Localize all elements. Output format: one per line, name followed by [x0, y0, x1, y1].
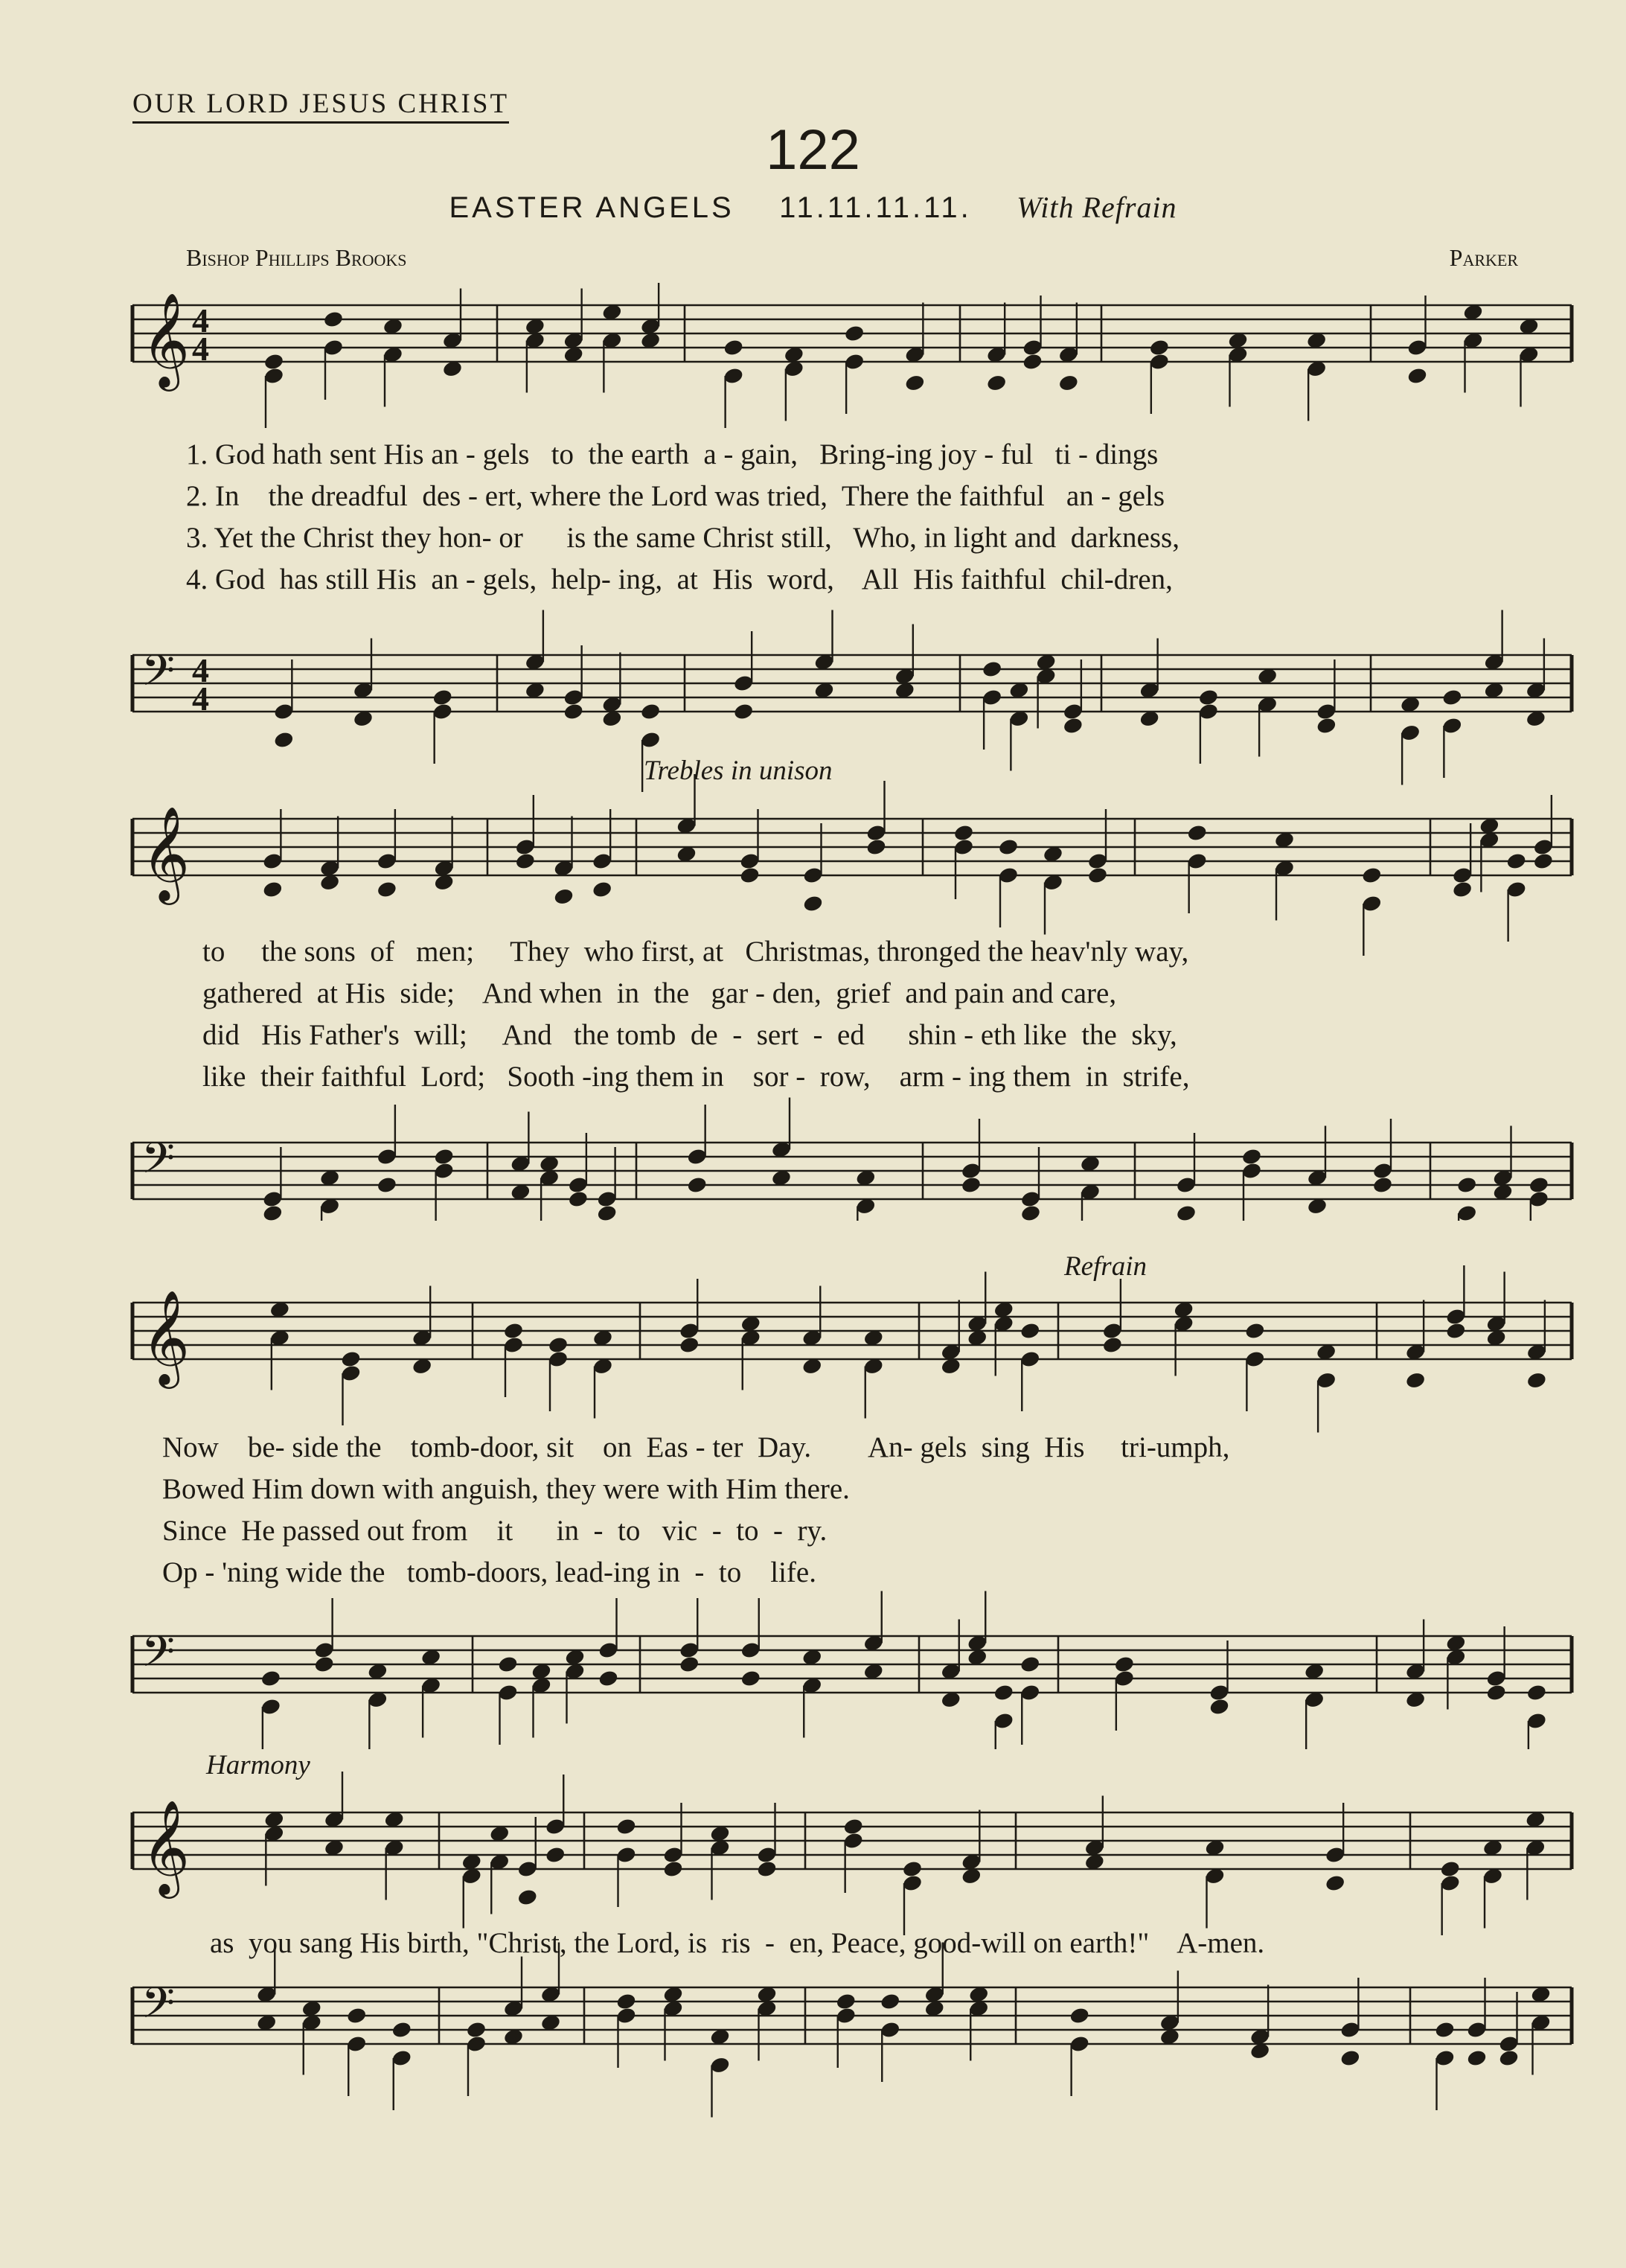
bass-clef: 𝄢 — [141, 1626, 176, 1687]
note-head — [262, 880, 284, 898]
note-head — [1316, 716, 1337, 735]
note-head — [548, 1335, 569, 1354]
note-head — [516, 1888, 538, 1906]
note-head — [723, 338, 744, 357]
note-head — [993, 1683, 1014, 1702]
note-head — [1485, 1683, 1507, 1702]
note-head — [553, 887, 574, 906]
note-head — [432, 688, 453, 706]
note-head — [982, 659, 1003, 678]
note-head — [740, 1669, 761, 1687]
treble-clef: 𝄞 — [141, 1799, 191, 1894]
note-head — [1339, 2048, 1361, 2067]
note-head — [1069, 2006, 1090, 2025]
note-head — [865, 837, 887, 856]
note-head — [262, 1204, 284, 1221]
note-head — [802, 894, 824, 913]
note-head — [835, 1992, 857, 2010]
lyric-line: Op - 'ning wide the tomb-doors, lead-ing in - to life. — [162, 1556, 816, 1588]
lyric-line: as you sang His birth, "Christ, the Lord, is ris - en, Peace, good-will on earth!" A-men. — [210, 1927, 1265, 1959]
note-head — [263, 352, 285, 371]
note-head — [1113, 1655, 1135, 1673]
note-head — [1361, 866, 1383, 884]
note-head — [1526, 1371, 1548, 1390]
note-head — [733, 702, 755, 721]
note-head — [679, 1655, 700, 1673]
lyric-line: Now be- side the tomb-door, sit on Eas - ter Day. An- gels sing His tri-umph, — [162, 1431, 1230, 1463]
bass-clef: 𝄢 — [141, 1133, 176, 1194]
lyric-line: like their faithful Lord; Sooth -ing them in sor - row, arm - ing them in strife, — [202, 1061, 1190, 1093]
lyric-line: Since He passed out from it in - to vic - to - ry. — [162, 1515, 828, 1547]
note-head — [340, 1349, 362, 1368]
staff-system-4 — [0, 1772, 1626, 2218]
note-head — [377, 1175, 398, 1194]
time-signature: 4 — [192, 301, 209, 339]
refrain-label: Refrain — [1064, 1251, 1147, 1282]
note-head — [1244, 1321, 1266, 1340]
note-head — [986, 374, 1008, 392]
lyric-line: gathered at His side; And when in the gar - den, grief and pain and care, — [202, 977, 1117, 1009]
note-head — [679, 1335, 700, 1354]
bass-clef: 𝄢 — [141, 645, 176, 706]
note-head — [880, 1992, 901, 2010]
note-head — [377, 880, 398, 898]
note-head — [686, 1175, 708, 1194]
note-head — [1452, 880, 1473, 898]
refrain-note: With Refrain — [1017, 191, 1177, 224]
note-head — [1456, 1175, 1478, 1194]
note-head — [756, 1859, 778, 1878]
note-head — [1020, 1321, 1041, 1340]
note-head — [503, 1321, 525, 1340]
note-head — [1209, 1697, 1230, 1716]
note-head — [1102, 1335, 1124, 1354]
note-head — [1087, 866, 1109, 884]
note-head — [1372, 1175, 1394, 1194]
note-head — [615, 1992, 637, 2010]
time-signature: 4 — [192, 680, 209, 718]
note-head — [1434, 2020, 1456, 2039]
harmony-label: Harmony — [206, 1750, 310, 1780]
note-head — [545, 1845, 566, 1864]
note-head — [1241, 1147, 1263, 1166]
note-head — [433, 1147, 455, 1166]
note-head — [273, 730, 295, 749]
meter: 11.11.11.11. — [779, 191, 972, 224]
note-head — [260, 1669, 282, 1687]
note-head — [568, 1189, 589, 1208]
note-head — [1505, 852, 1527, 870]
note-head — [844, 324, 865, 342]
note-head — [1466, 2048, 1488, 2067]
section-title: OUR LORD JESUS CHRIST — [132, 88, 509, 124]
time-signature: 4 — [192, 330, 209, 368]
note-head — [1498, 2048, 1520, 2067]
note-head — [1439, 1859, 1461, 1878]
note-head — [739, 866, 761, 884]
lyric-line: 1. God hath sent His an - gels to the earth a - gain, Bring-ing joy - ful ti - dings — [186, 438, 1159, 470]
lyric-line: to the sons of men; They who first, at Christmas, thronged the heav'nly way, — [202, 936, 1189, 968]
tune-name: EASTER ANGELS — [449, 191, 734, 224]
note-head — [1022, 352, 1043, 371]
note-head — [466, 2020, 487, 2039]
note-head — [1406, 366, 1428, 385]
lyric-line: 3. Yet the Christ they hon- or is the same Christ still, Who, in light and darkness, — [186, 522, 1180, 554]
treble-clef: 𝄞 — [141, 1289, 191, 1384]
note-head — [1057, 374, 1079, 392]
note-head — [1526, 1683, 1548, 1702]
note-head — [1186, 823, 1208, 842]
note-head — [1020, 1655, 1041, 1673]
note-head — [1533, 852, 1555, 870]
note-head — [1325, 1874, 1346, 1892]
note-head — [953, 823, 975, 842]
note-head — [1020, 1204, 1042, 1221]
note-head — [1063, 716, 1084, 735]
note-head — [346, 2006, 368, 2025]
time-signature: 4 — [192, 651, 209, 689]
lyric-line: 4. God has still His an - gels, help- ing, at His word, All His faithful chil-dren, — [186, 563, 1173, 595]
tune-line — [0, 190, 1626, 225]
note-head — [592, 880, 613, 898]
hymn-number: 122 — [766, 118, 860, 182]
note-head — [904, 374, 926, 392]
note-head — [1441, 688, 1463, 706]
treble-clef: 𝄞 — [141, 292, 191, 387]
composer: Parker — [1449, 244, 1518, 271]
note-head — [1176, 1204, 1197, 1221]
note-head — [902, 1859, 924, 1878]
note-head — [662, 1859, 684, 1878]
note-head — [842, 1817, 864, 1836]
note-head — [313, 1655, 335, 1673]
lyric-line: Bowed Him down with anguish, they were with Him there. — [162, 1473, 850, 1505]
staff-system-3 — [0, 1265, 1626, 1749]
note-head — [1198, 688, 1220, 706]
note-head — [961, 1175, 982, 1194]
lyric-line: did His Father's will; And the tomb de - sert - ed shin - eth like the sky, — [202, 1019, 1177, 1051]
note-head — [1445, 1321, 1467, 1340]
treble-clef: 𝄞 — [141, 805, 191, 901]
note-head — [391, 2020, 412, 2039]
note-head — [596, 1204, 618, 1221]
note-head — [1148, 338, 1170, 357]
note-head — [615, 1817, 637, 1836]
note-head — [323, 310, 345, 328]
bass-clef: 𝄢 — [141, 1978, 176, 2039]
note-head — [640, 702, 662, 721]
note-head — [998, 837, 1020, 856]
note-head — [514, 852, 536, 870]
trebles-unison-label: Trebles in unison — [644, 756, 833, 786]
author: Bishop Phillips Brooks — [186, 244, 407, 271]
lyric-line: 2. In the dreadful des - ert, where the Lord was tried, There the faithful an - gels — [186, 480, 1165, 512]
note-head — [1528, 1175, 1549, 1194]
note-head — [563, 702, 584, 721]
note-head — [1405, 1371, 1427, 1390]
note-head — [497, 1655, 519, 1673]
note-head — [598, 1669, 619, 1687]
